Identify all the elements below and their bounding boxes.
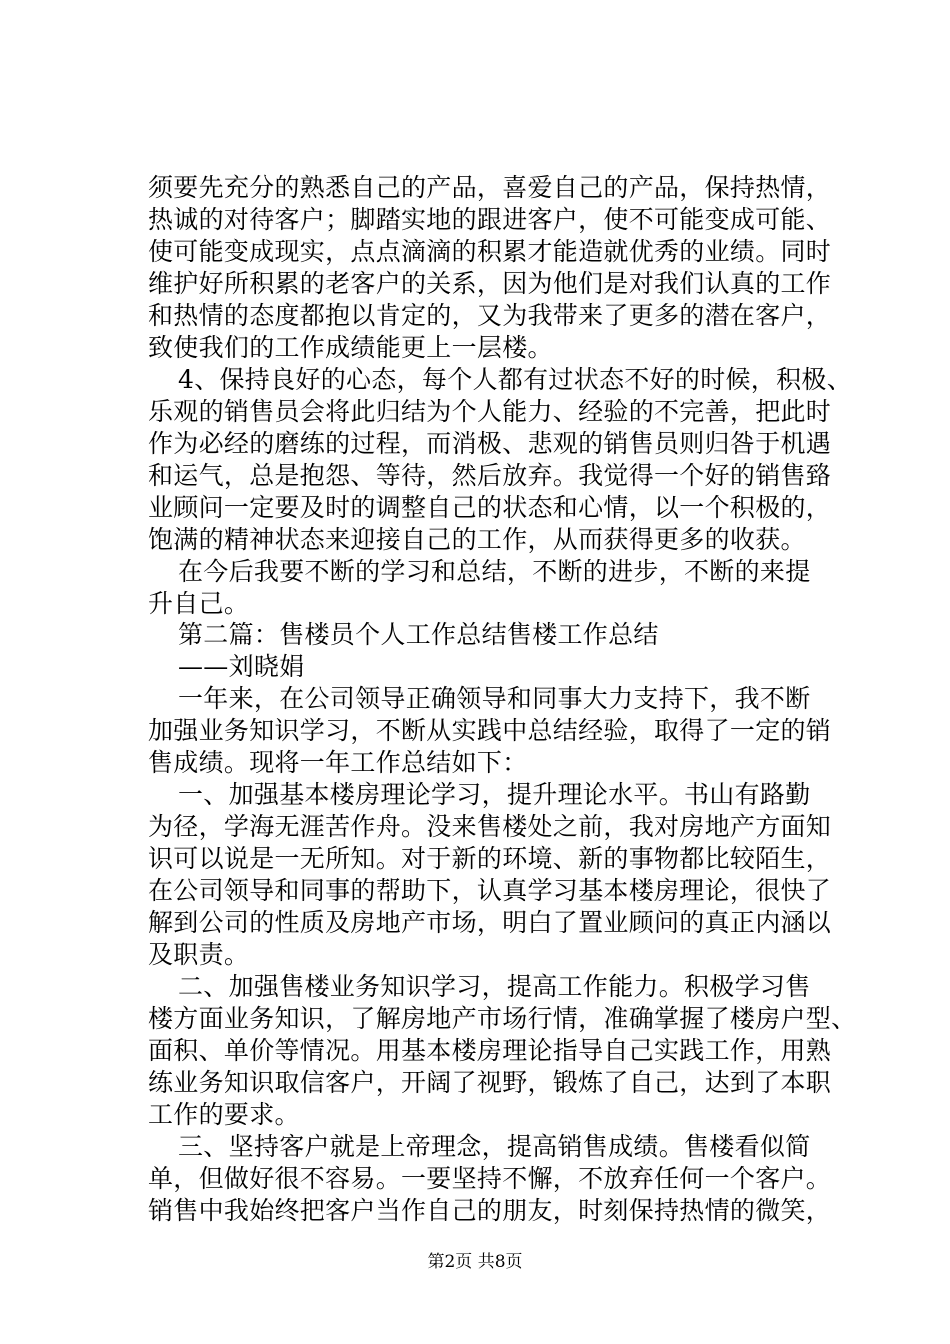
text-line: 和热情的态度都抱以肯定的，又为我带来了更多的潜在客户， xyxy=(148,301,832,330)
text-line: 二、加强售楼业务知识学习，提高工作能力。积极学习售 xyxy=(178,972,811,1001)
text-line: 一、加强基本楼房理论学习，提升理论水平。书山有路勤 xyxy=(178,780,811,809)
text-line: 业顾问一定要及时的调整自己的状态和心情，以一个积极的， xyxy=(148,493,832,522)
text-line: 为径，学海无涯苦作舟。没来售楼处之前，我对房地产方面知 xyxy=(148,812,832,841)
text-line: 热诚的对待客户；脚踏实地的跟进客户，使不可能变成可能、 xyxy=(148,205,832,234)
text-line: 工作的要求。 xyxy=(148,1100,300,1129)
text-line: 维护好所积累的老客户的关系，因为他们是对我们认真的工作 xyxy=(148,269,832,298)
section-title: 第二篇：售楼员个人工作总结售楼工作总结 xyxy=(178,620,659,649)
text-line: 面积、单价等情况。用基本楼房理论指导自己实践工作，用熟 xyxy=(148,1036,832,1065)
text-line: 4、保持良好的心态，每个人都有过状态不好的时候，积极、 xyxy=(178,365,853,394)
text-line: 在今后我要不断的学习和总结，不断的进步，不断的来提 xyxy=(178,557,811,586)
page-footer: 第2页 共8页 xyxy=(427,1252,523,1272)
text-line: 升自己。 xyxy=(148,589,250,618)
author-line: ——刘晓娟 xyxy=(178,652,305,681)
text-line: 销售中我始终把客户当作自己的朋友，时刻保持热情的微笑， xyxy=(148,1196,832,1225)
text-line: 练业务知识取信客户，开阔了视野，锻炼了自己，达到了本职 xyxy=(148,1068,832,1097)
text-line: 一年来，在公司领导正确领导和同事大力支持下，我不断 xyxy=(178,684,811,713)
text-line: 使可能变成现实，点点滴滴的积累才能造就优秀的业绩。同时 xyxy=(148,237,832,266)
text-line: 解到公司的性质及房地产市场，明白了置业顾问的真正内涵以 xyxy=(148,908,832,937)
text-line: 致使我们的工作成绩能更上一层楼。 xyxy=(148,333,553,362)
text-line: 乐观的销售员会将此归结为个人能力、经验的不完善，把此时 xyxy=(148,397,832,426)
text-line: 售成绩。现将一年工作总结如下： xyxy=(148,748,528,777)
text-line: 加强业务知识学习，不断从实践中总结经验，取得了一定的销 xyxy=(148,716,832,745)
text-line: 在公司领导和同事的帮助下，认真学习基本楼房理论，很快了 xyxy=(148,876,832,905)
text-line: 及职责。 xyxy=(148,940,250,969)
text-line: 须要先充分的熟悉自己的产品，喜爱自己的产品，保持热情， xyxy=(148,173,832,202)
text-line: 饱满的精神状态来迎接自己的工作，从而获得更多的收获。 xyxy=(148,525,806,554)
text-line: 作为必经的磨练的过程，而消极、悲观的销售员则归咎于机遇 xyxy=(148,429,832,458)
text-line: 楼方面业务知识，了解房地产市场行情，准确掌握了楼房户型、 xyxy=(148,1004,857,1033)
text-line: 识可以说是一无所知。对于新的环境、新的事物都比较陌生， xyxy=(148,844,832,873)
text-line: 和运气，总是抱怨、等待，然后放弃。我觉得一个好的销售臵 xyxy=(148,461,832,490)
text-line: 单，但做好很不容易。一要坚持不懈，不放弃任何一个客户。 xyxy=(148,1164,832,1193)
text-line: 三、坚持客户就是上帝理念，提高销售成绩。售楼看似简 xyxy=(178,1132,811,1161)
